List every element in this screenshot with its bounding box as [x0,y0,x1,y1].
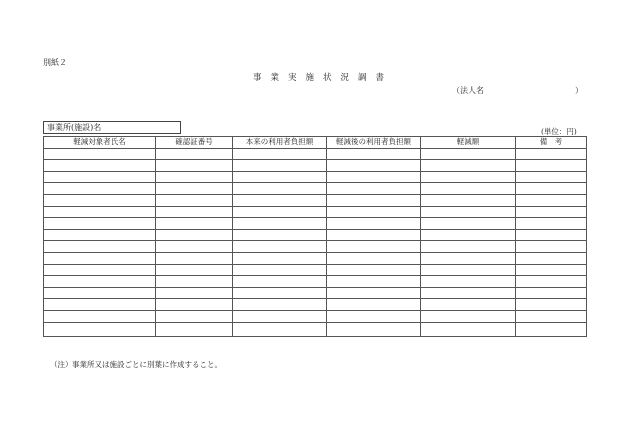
table-cell[interactable] [156,206,233,218]
table-cell[interactable] [421,206,516,218]
table-cell[interactable] [516,299,587,311]
table-cell[interactable] [156,276,233,288]
header-certificate-number: 確認証番号 [156,137,233,149]
table-row [44,252,587,264]
table-cell[interactable] [327,299,421,311]
note-mark: （注） [50,360,73,369]
table-row [44,229,587,241]
table-cell[interactable] [421,218,516,230]
corporation-name-close: ） [575,86,583,95]
table-cell[interactable] [44,322,156,336]
table-row [44,241,587,253]
table-cell[interactable] [44,252,156,264]
table-cell[interactable] [421,229,516,241]
table-cell[interactable] [233,194,327,206]
table-cell[interactable] [327,287,421,299]
table-cell[interactable] [44,160,156,172]
table-cell[interactable] [516,276,587,288]
table-cell[interactable] [233,206,327,218]
table-cell[interactable] [233,299,327,311]
header-reduction-amount: 軽減額 [421,137,516,149]
table-cell[interactable] [327,276,421,288]
table-cell[interactable] [327,194,421,206]
table-cell[interactable] [233,310,327,322]
table-cell[interactable] [327,322,421,336]
attachment-label: 別紙２ [43,58,67,67]
table-cell[interactable] [44,287,156,299]
table-cell[interactable] [233,171,327,183]
table-cell[interactable] [516,264,587,276]
status-table [43,136,587,337]
table-cell[interactable] [233,264,327,276]
corporation-name-label: （法人名 [452,86,484,95]
header-remarks: 備 考 [516,137,587,149]
table-cell[interactable] [516,206,587,218]
table-cell[interactable] [516,160,587,172]
header-beneficiary-name: 軽減対象者氏名 [44,137,156,149]
table-cell[interactable] [44,299,156,311]
table-cell[interactable] [327,218,421,230]
table-cell[interactable] [421,160,516,172]
office-name-field: 事業所(施設)名 [43,121,181,134]
table-cell[interactable] [421,264,516,276]
table-cell[interactable] [44,310,156,322]
table-cell[interactable] [327,229,421,241]
table-row [44,287,587,299]
table-cell[interactable] [156,229,233,241]
table-cell[interactable] [156,218,233,230]
table-cell[interactable] [233,218,327,230]
table-header-row [44,137,587,149]
table-cell[interactable] [327,310,421,322]
table-cell[interactable] [156,299,233,311]
table-cell[interactable] [421,183,516,195]
table-cell[interactable] [421,276,516,288]
table-cell[interactable] [44,276,156,288]
header-original-burden: 本来の利用者負担額 [233,137,327,149]
table-cell[interactable] [156,183,233,195]
table-cell[interactable] [516,287,587,299]
table-row [44,264,587,276]
table-cell[interactable] [233,229,327,241]
table-cell[interactable] [44,148,156,160]
table-row [44,194,587,206]
table-body [44,148,587,336]
table-cell[interactable] [516,194,587,206]
table-cell[interactable] [516,252,587,264]
document-title: 事業実施状況調書 [253,73,394,83]
table-cell[interactable] [327,160,421,172]
table-cell[interactable] [516,171,587,183]
table-cell[interactable] [327,148,421,160]
table-cell[interactable] [44,264,156,276]
table-row [44,299,587,311]
table-cell[interactable] [156,252,233,264]
table-cell[interactable] [516,322,587,336]
table-cell[interactable] [44,183,156,195]
table-cell[interactable] [421,171,516,183]
header-reduced-burden: 軽減後の利用者負担額 [327,137,421,149]
table-row [44,310,587,322]
table-cell[interactable] [421,299,516,311]
table-cell[interactable] [44,241,156,253]
table-cell[interactable] [516,148,587,160]
table-cell[interactable] [44,218,156,230]
table-cell[interactable] [156,264,233,276]
table-cell[interactable] [156,160,233,172]
table-cell[interactable] [156,171,233,183]
table-cell[interactable] [156,310,233,322]
table-cell[interactable] [156,241,233,253]
table-row [44,322,587,336]
table-cell[interactable] [156,148,233,160]
table-cell[interactable] [233,276,327,288]
table-cell[interactable] [516,229,587,241]
table-cell[interactable] [156,322,233,336]
table-cell[interactable] [421,287,516,299]
note-text: 事業所又は施設ごとに別葉に作成すること。 [72,360,222,369]
table-cell[interactable] [44,171,156,183]
table-cell[interactable] [233,148,327,160]
table-cell[interactable] [421,194,516,206]
table-row [44,183,587,195]
table-cell[interactable] [233,287,327,299]
table-cell[interactable] [421,252,516,264]
table-cell[interactable] [44,229,156,241]
table-cell[interactable] [327,183,421,195]
unit-label: (単位：円) [541,127,577,136]
table-cell[interactable] [421,310,516,322]
table-cell[interactable] [156,287,233,299]
table-cell[interactable] [327,264,421,276]
table-row [44,160,587,172]
table-cell[interactable] [327,206,421,218]
table-cell[interactable] [44,206,156,218]
table-cell[interactable] [421,148,516,160]
table-cell[interactable] [233,183,327,195]
table-cell[interactable] [156,194,233,206]
table-cell[interactable] [516,183,587,195]
table-cell[interactable] [233,252,327,264]
table-row [44,148,587,160]
table-row [44,218,587,230]
table-cell[interactable] [233,241,327,253]
table-cell[interactable] [421,322,516,336]
table-cell[interactable] [233,160,327,172]
table-cell[interactable] [233,322,327,336]
table-cell[interactable] [327,171,421,183]
table-row [44,206,587,218]
table-row [44,171,587,183]
table-cell[interactable] [516,241,587,253]
table-row [44,276,587,288]
table-cell[interactable] [421,241,516,253]
table-cell[interactable] [516,310,587,322]
table-cell[interactable] [327,241,421,253]
table-cell[interactable] [516,218,587,230]
table-cell[interactable] [44,194,156,206]
table-cell[interactable] [327,252,421,264]
